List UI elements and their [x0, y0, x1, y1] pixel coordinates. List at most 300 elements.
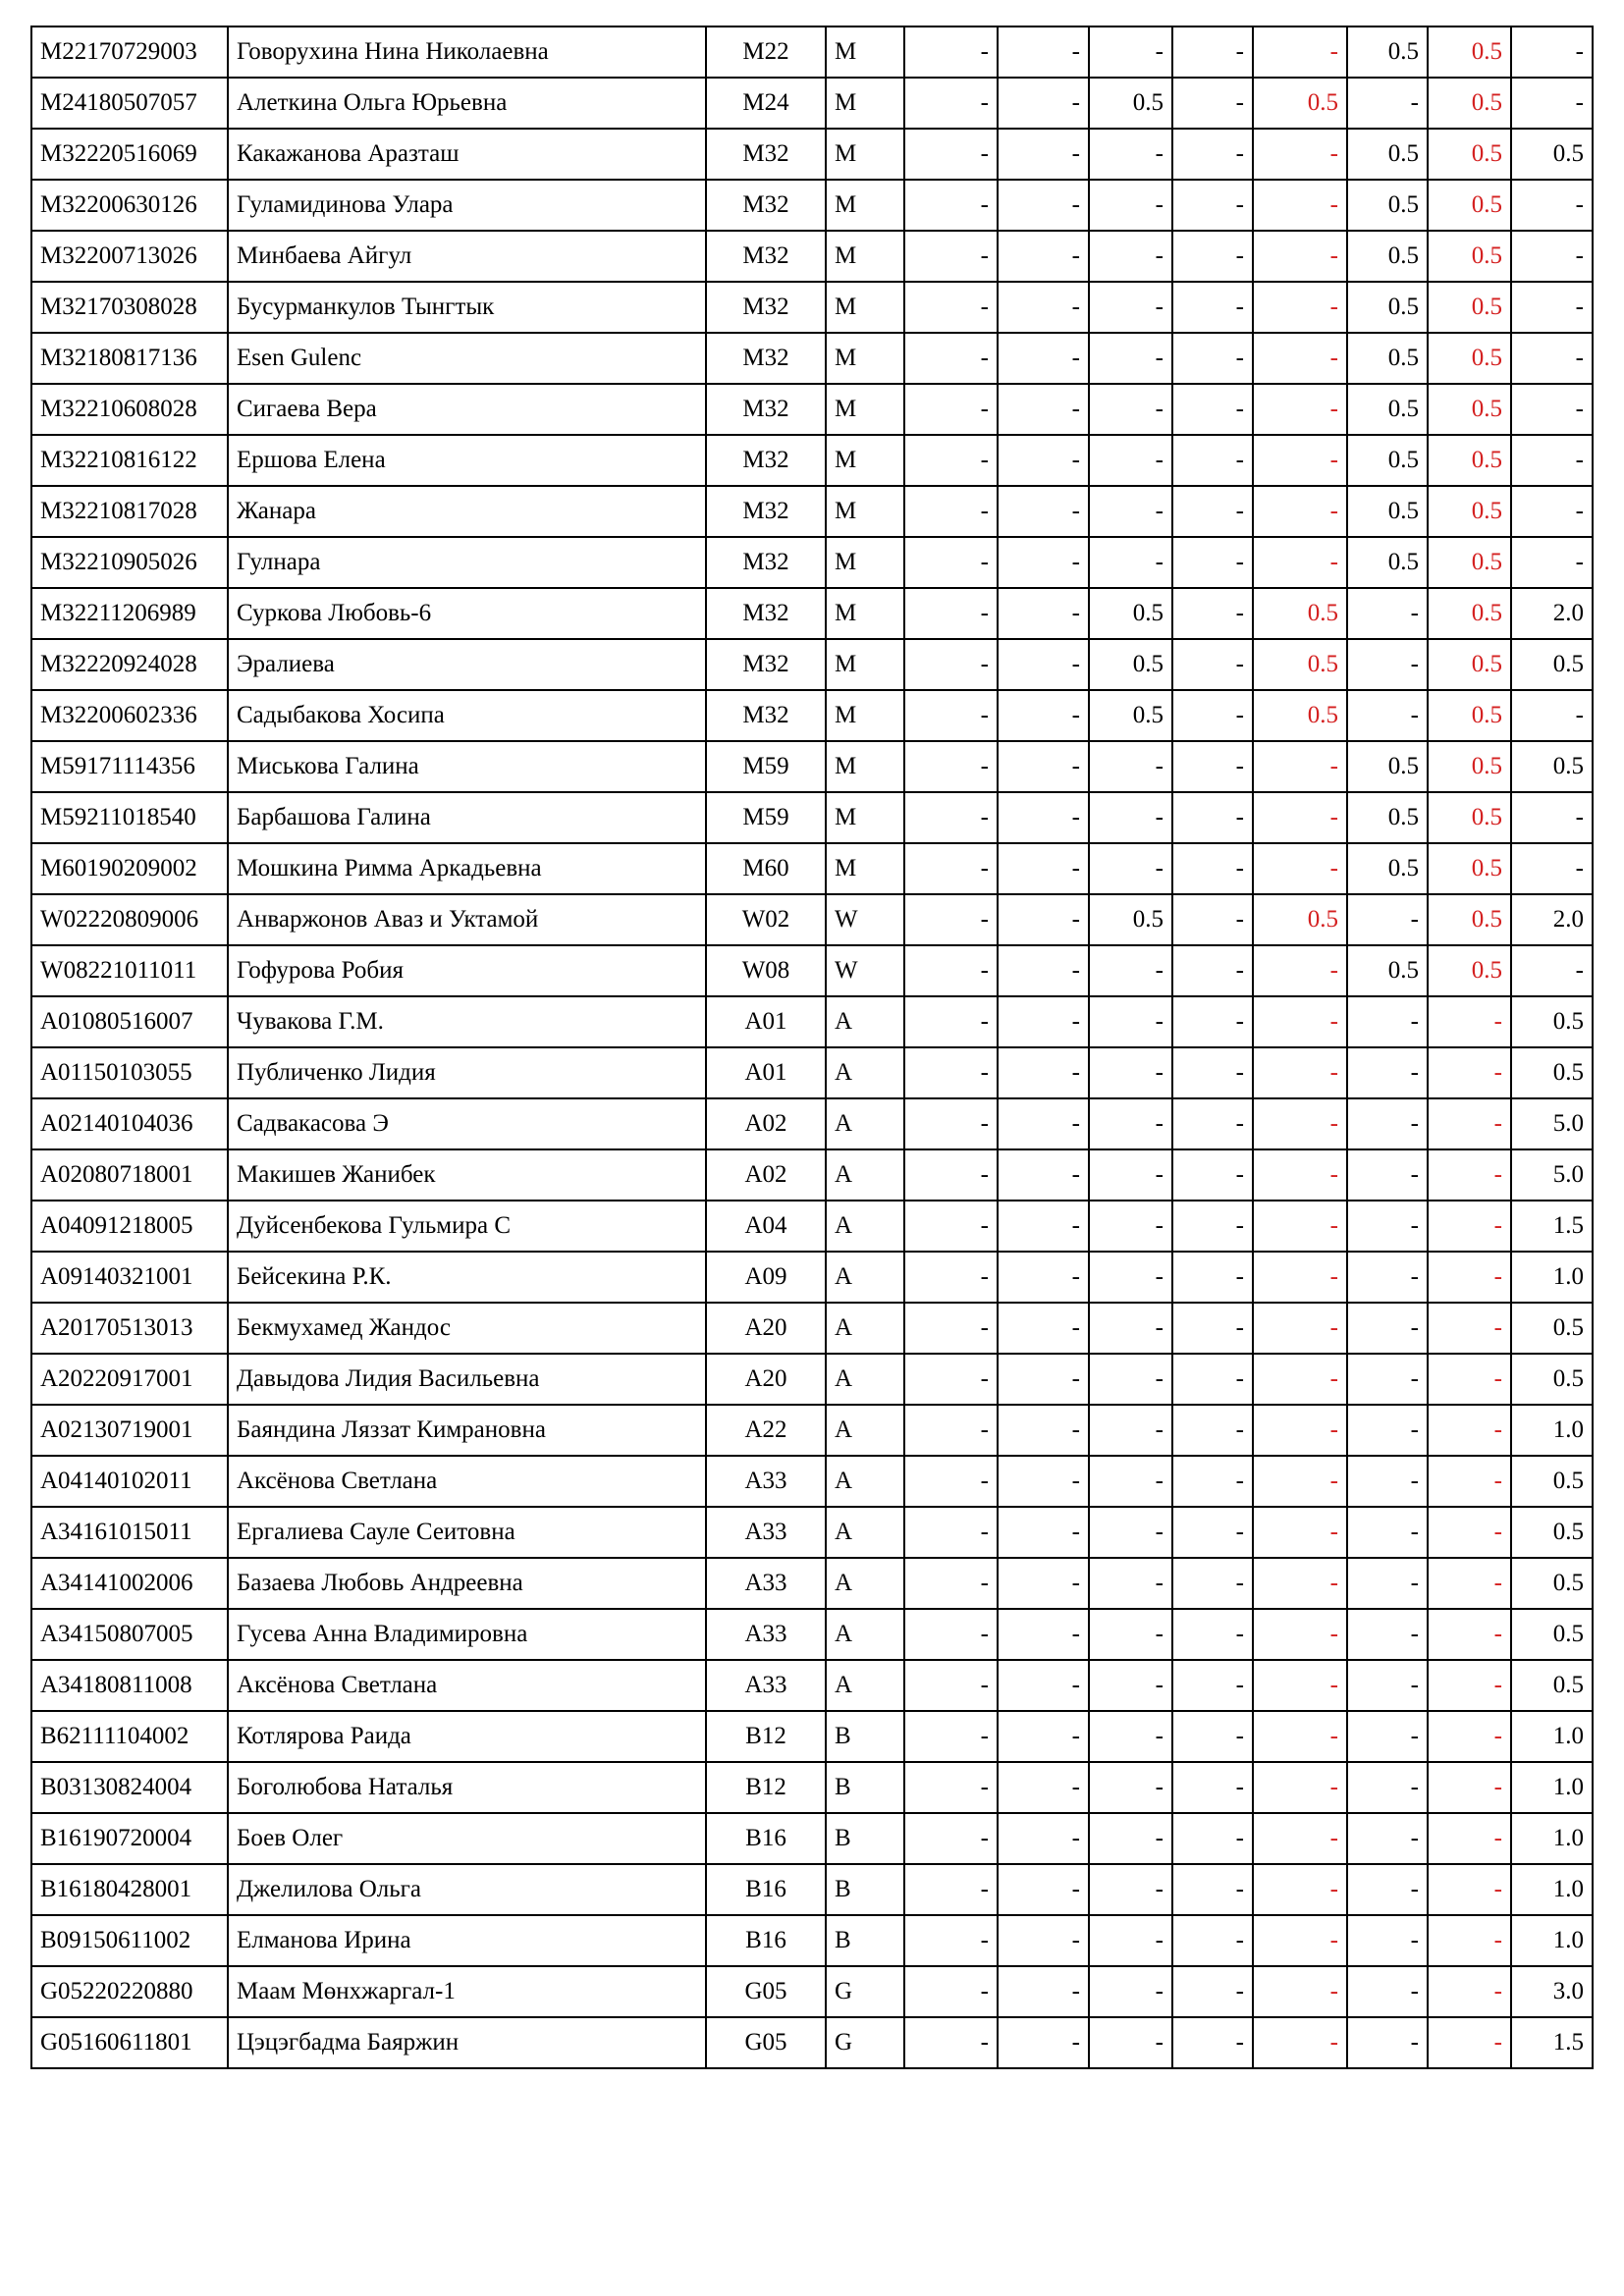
value-cell-8: 0.5 [1511, 1660, 1593, 1711]
group-letter-cell: W [826, 894, 904, 945]
value-cell-1: - [904, 1507, 998, 1558]
value-cell-2: - [998, 27, 1089, 78]
category-code-cell: B16 [706, 1915, 826, 1966]
record-id-cell: A02140104036 [31, 1098, 228, 1149]
value-cell-1: - [904, 78, 998, 129]
value-cell-4: - [1172, 435, 1253, 486]
value-cell-6: - [1347, 639, 1428, 690]
value-cell-4: - [1172, 1252, 1253, 1303]
value-cell-3: - [1089, 1711, 1172, 1762]
table-row [31, 537, 1593, 588]
value-cell-7: 0.5 [1428, 435, 1511, 486]
value-cell-8: 0.5 [1511, 1354, 1593, 1405]
value-cell-5: - [1253, 843, 1347, 894]
value-cell-6: - [1347, 1609, 1428, 1660]
participant-name-cell: Макишев Жанибек [228, 1149, 706, 1201]
value-cell-4: - [1172, 1762, 1253, 1813]
value-cell-2: - [998, 1047, 1089, 1098]
group-letter-cell: A [826, 1405, 904, 1456]
participant-name-cell: Чувакова Г.М. [228, 996, 706, 1047]
value-cell-7: 0.5 [1428, 27, 1511, 78]
value-cell-2: - [998, 486, 1089, 537]
table-row [31, 1966, 1593, 2017]
value-cell-2: - [998, 435, 1089, 486]
value-cell-8: 0.5 [1511, 1507, 1593, 1558]
category-code-cell: A33 [706, 1660, 826, 1711]
value-cell-7: - [1428, 996, 1511, 1047]
record-id-cell: A04140102011 [31, 1456, 228, 1507]
category-code-cell: M22 [706, 27, 826, 78]
value-cell-4: - [1172, 2017, 1253, 2068]
value-cell-5: - [1253, 1609, 1347, 1660]
value-cell-6: - [1347, 1915, 1428, 1966]
value-cell-2: - [998, 333, 1089, 384]
record-id-cell: A20220917001 [31, 1354, 228, 1405]
value-cell-7: - [1428, 1303, 1511, 1354]
participant-name-cell: Аксёнова Светлана [228, 1660, 706, 1711]
value-cell-8: - [1511, 435, 1593, 486]
value-cell-5: - [1253, 1966, 1347, 2017]
value-cell-5: - [1253, 1149, 1347, 1201]
group-letter-cell: A [826, 996, 904, 1047]
value-cell-3: - [1089, 1201, 1172, 1252]
group-letter-cell: M [826, 843, 904, 894]
group-letter-cell: B [826, 1762, 904, 1813]
value-cell-3: - [1089, 1813, 1172, 1864]
value-cell-1: - [904, 333, 998, 384]
value-cell-7: - [1428, 1609, 1511, 1660]
group-letter-cell: A [826, 1047, 904, 1098]
record-id-cell: M32200602336 [31, 690, 228, 741]
value-cell-1: - [904, 1813, 998, 1864]
value-cell-5: - [1253, 27, 1347, 78]
value-cell-5: 0.5 [1253, 588, 1347, 639]
value-cell-5: - [1253, 1098, 1347, 1149]
category-code-cell: M32 [706, 690, 826, 741]
category-code-cell: M32 [706, 129, 826, 180]
table-row [31, 1660, 1593, 1711]
value-cell-3: - [1089, 1149, 1172, 1201]
value-cell-1: - [904, 129, 998, 180]
value-cell-5: - [1253, 1711, 1347, 1762]
value-cell-5: 0.5 [1253, 78, 1347, 129]
value-cell-4: - [1172, 741, 1253, 792]
value-cell-8: 0.5 [1511, 1456, 1593, 1507]
value-cell-8: 0.5 [1511, 639, 1593, 690]
value-cell-2: - [998, 1915, 1089, 1966]
value-cell-2: - [998, 1507, 1089, 1558]
value-cell-3: - [1089, 2017, 1172, 2068]
value-cell-1: - [904, 639, 998, 690]
table-row [31, 1915, 1593, 1966]
group-letter-cell: M [826, 486, 904, 537]
table-row [31, 945, 1593, 996]
value-cell-4: - [1172, 1098, 1253, 1149]
value-cell-8: - [1511, 78, 1593, 129]
value-cell-6: - [1347, 690, 1428, 741]
record-id-cell: M59211018540 [31, 792, 228, 843]
participant-name-cell: Ергалиева Сауле Сеитовна [228, 1507, 706, 1558]
participant-name-cell: Ершова Елена [228, 435, 706, 486]
value-cell-2: - [998, 180, 1089, 231]
record-id-cell: A04091218005 [31, 1201, 228, 1252]
record-id-cell: M59171114356 [31, 741, 228, 792]
record-id-cell: M32210608028 [31, 384, 228, 435]
value-cell-4: - [1172, 1558, 1253, 1609]
record-id-cell: M32180817136 [31, 333, 228, 384]
value-cell-2: - [998, 282, 1089, 333]
category-code-cell: G05 [706, 2017, 826, 2068]
group-letter-cell: G [826, 2017, 904, 2068]
value-cell-1: - [904, 843, 998, 894]
group-letter-cell: M [826, 639, 904, 690]
participant-name-cell: Гуламидинова Улара [228, 180, 706, 231]
value-cell-6: 0.5 [1347, 27, 1428, 78]
table-row [31, 1609, 1593, 1660]
value-cell-4: - [1172, 1660, 1253, 1711]
value-cell-4: - [1172, 588, 1253, 639]
value-cell-7: - [1428, 1098, 1511, 1149]
table-row [31, 1098, 1593, 1149]
value-cell-4: - [1172, 894, 1253, 945]
participant-name-cell: Бусурманкулов Тынгтык [228, 282, 706, 333]
value-cell-8: 0.5 [1511, 741, 1593, 792]
value-cell-7: 0.5 [1428, 639, 1511, 690]
value-cell-8: 3.0 [1511, 1966, 1593, 2017]
value-cell-2: - [998, 1966, 1089, 2017]
category-code-cell: A20 [706, 1303, 826, 1354]
value-cell-1: - [904, 1456, 998, 1507]
table-row [31, 1047, 1593, 1098]
value-cell-6: 0.5 [1347, 843, 1428, 894]
value-cell-1: - [904, 690, 998, 741]
value-cell-3: - [1089, 1405, 1172, 1456]
record-id-cell: M32220516069 [31, 129, 228, 180]
record-id-cell: A34150807005 [31, 1609, 228, 1660]
value-cell-1: - [904, 1711, 998, 1762]
value-cell-6: - [1347, 1354, 1428, 1405]
value-cell-2: - [998, 2017, 1089, 2068]
value-cell-5: - [1253, 1864, 1347, 1915]
record-id-cell: M32210905026 [31, 537, 228, 588]
group-letter-cell: A [826, 1507, 904, 1558]
table-row [31, 1252, 1593, 1303]
value-cell-3: - [1089, 1762, 1172, 1813]
table-row [31, 1149, 1593, 1201]
group-letter-cell: W [826, 945, 904, 996]
value-cell-7: 0.5 [1428, 843, 1511, 894]
participant-name-cell: Какажанова Аразташ [228, 129, 706, 180]
value-cell-6: - [1347, 1098, 1428, 1149]
value-cell-3: - [1089, 1252, 1172, 1303]
value-cell-4: - [1172, 282, 1253, 333]
value-cell-5: - [1253, 1762, 1347, 1813]
value-cell-4: - [1172, 1915, 1253, 1966]
value-cell-2: - [998, 945, 1089, 996]
group-letter-cell: A [826, 1456, 904, 1507]
value-cell-5: 0.5 [1253, 894, 1347, 945]
value-cell-6: - [1347, 1149, 1428, 1201]
value-cell-3: - [1089, 1507, 1172, 1558]
participant-name-cell: Маам Мөнхжаргал-1 [228, 1966, 706, 2017]
table-row [31, 843, 1593, 894]
value-cell-6: - [1347, 1966, 1428, 2017]
participant-name-cell: Гофурова Робия [228, 945, 706, 996]
value-cell-7: - [1428, 1966, 1511, 2017]
value-cell-8: 1.0 [1511, 1915, 1593, 1966]
value-cell-6: - [1347, 78, 1428, 129]
value-cell-5: - [1253, 1047, 1347, 1098]
participant-name-cell: Елманова Ирина [228, 1915, 706, 1966]
value-cell-3: - [1089, 435, 1172, 486]
value-cell-8: - [1511, 537, 1593, 588]
group-letter-cell: B [826, 1864, 904, 1915]
value-cell-5: - [1253, 384, 1347, 435]
value-cell-8: 1.0 [1511, 1405, 1593, 1456]
value-cell-2: - [998, 996, 1089, 1047]
value-cell-1: - [904, 1303, 998, 1354]
value-cell-8: - [1511, 792, 1593, 843]
value-cell-3: 0.5 [1089, 690, 1172, 741]
category-code-cell: M32 [706, 639, 826, 690]
value-cell-4: - [1172, 1201, 1253, 1252]
value-cell-2: - [998, 1456, 1089, 1507]
value-cell-1: - [904, 945, 998, 996]
value-cell-4: - [1172, 1354, 1253, 1405]
participant-name-cell: Боголюбова Наталья [228, 1762, 706, 1813]
value-cell-8: 5.0 [1511, 1149, 1593, 1201]
value-cell-4: - [1172, 231, 1253, 282]
participant-name-cell: Публиченко Лидия [228, 1047, 706, 1098]
participant-name-cell: Гулнара [228, 537, 706, 588]
value-cell-4: - [1172, 1303, 1253, 1354]
value-cell-1: - [904, 1405, 998, 1456]
participant-name-cell: Джелилова Ольга [228, 1864, 706, 1915]
value-cell-3: - [1089, 996, 1172, 1047]
value-cell-2: - [998, 384, 1089, 435]
category-code-cell: M59 [706, 741, 826, 792]
value-cell-5: - [1253, 741, 1347, 792]
table-row [31, 2017, 1593, 2068]
record-id-cell: M22170729003 [31, 27, 228, 78]
group-letter-cell: M [826, 690, 904, 741]
category-code-cell: A02 [706, 1149, 826, 1201]
record-id-cell: M32200630126 [31, 180, 228, 231]
value-cell-8: - [1511, 690, 1593, 741]
value-cell-5: - [1253, 537, 1347, 588]
category-code-cell: A01 [706, 996, 826, 1047]
value-cell-8: - [1511, 27, 1593, 78]
value-cell-3: - [1089, 1609, 1172, 1660]
value-cell-4: - [1172, 996, 1253, 1047]
record-id-cell: M32220924028 [31, 639, 228, 690]
category-code-cell: A04 [706, 1201, 826, 1252]
group-letter-cell: M [826, 180, 904, 231]
value-cell-2: - [998, 1762, 1089, 1813]
group-letter-cell: A [826, 1252, 904, 1303]
value-cell-5: - [1253, 129, 1347, 180]
record-id-cell: M60190209002 [31, 843, 228, 894]
value-cell-4: - [1172, 1864, 1253, 1915]
value-cell-1: - [904, 384, 998, 435]
value-cell-1: - [904, 1660, 998, 1711]
value-cell-2: - [998, 843, 1089, 894]
value-cell-3: - [1089, 537, 1172, 588]
value-cell-3: - [1089, 1354, 1172, 1405]
value-cell-7: 0.5 [1428, 690, 1511, 741]
value-cell-1: - [904, 180, 998, 231]
value-cell-6: 0.5 [1347, 180, 1428, 231]
value-cell-5: - [1253, 486, 1347, 537]
value-cell-3: - [1089, 843, 1172, 894]
record-id-cell: A09140321001 [31, 1252, 228, 1303]
table-row [31, 1405, 1593, 1456]
table-row [31, 180, 1593, 231]
category-code-cell: M32 [706, 333, 826, 384]
value-cell-4: - [1172, 27, 1253, 78]
value-cell-1: - [904, 588, 998, 639]
value-cell-3: - [1089, 1558, 1172, 1609]
value-cell-8: 0.5 [1511, 1558, 1593, 1609]
value-cell-5: - [1253, 996, 1347, 1047]
table-row [31, 1864, 1593, 1915]
category-code-cell: A22 [706, 1405, 826, 1456]
value-cell-1: - [904, 1354, 998, 1405]
value-cell-6: - [1347, 588, 1428, 639]
table-row [31, 639, 1593, 690]
value-cell-7: - [1428, 1507, 1511, 1558]
value-cell-8: - [1511, 282, 1593, 333]
participant-name-cell: Барбашова Галина [228, 792, 706, 843]
participant-name-cell: Сигаева Вера [228, 384, 706, 435]
value-cell-8: 1.5 [1511, 2017, 1593, 2068]
category-code-cell: M59 [706, 792, 826, 843]
table-row [31, 129, 1593, 180]
value-cell-2: - [998, 1201, 1089, 1252]
group-letter-cell: A [826, 1609, 904, 1660]
value-cell-7: 0.5 [1428, 741, 1511, 792]
value-cell-3: - [1089, 1303, 1172, 1354]
value-cell-8: 2.0 [1511, 894, 1593, 945]
group-letter-cell: B [826, 1915, 904, 1966]
value-cell-4: - [1172, 945, 1253, 996]
table-row [31, 435, 1593, 486]
group-letter-cell: M [826, 588, 904, 639]
category-code-cell: A33 [706, 1507, 826, 1558]
value-cell-6: 0.5 [1347, 282, 1428, 333]
value-cell-2: - [998, 129, 1089, 180]
value-cell-4: - [1172, 1609, 1253, 1660]
category-code-cell: M60 [706, 843, 826, 894]
value-cell-5: - [1253, 231, 1347, 282]
category-code-cell: A09 [706, 1252, 826, 1303]
table-row [31, 1762, 1593, 1813]
value-cell-5: - [1253, 1813, 1347, 1864]
value-cell-5: - [1253, 1507, 1347, 1558]
participant-name-cell: Базаева Любовь Андреевна [228, 1558, 706, 1609]
record-id-cell: M32170308028 [31, 282, 228, 333]
value-cell-8: 0.5 [1511, 996, 1593, 1047]
value-cell-8: 1.0 [1511, 1711, 1593, 1762]
category-code-cell: M32 [706, 282, 826, 333]
value-cell-8: 2.0 [1511, 588, 1593, 639]
group-letter-cell: A [826, 1098, 904, 1149]
value-cell-5: - [1253, 1456, 1347, 1507]
value-cell-5: - [1253, 282, 1347, 333]
value-cell-6: 0.5 [1347, 741, 1428, 792]
category-code-cell: B12 [706, 1762, 826, 1813]
value-cell-7: 0.5 [1428, 588, 1511, 639]
record-id-cell: W02220809006 [31, 894, 228, 945]
participant-name-cell: Дуйсенбекова Гульмира С [228, 1201, 706, 1252]
value-cell-6: 0.5 [1347, 129, 1428, 180]
group-letter-cell: A [826, 1354, 904, 1405]
value-cell-4: - [1172, 1813, 1253, 1864]
table-row [31, 1711, 1593, 1762]
value-cell-7: - [1428, 1456, 1511, 1507]
value-cell-4: - [1172, 690, 1253, 741]
value-cell-7: - [1428, 1201, 1511, 1252]
table-row [31, 588, 1593, 639]
value-cell-6: - [1347, 1660, 1428, 1711]
value-cell-8: 1.0 [1511, 1813, 1593, 1864]
value-cell-3: 0.5 [1089, 639, 1172, 690]
value-cell-8: - [1511, 180, 1593, 231]
table-row [31, 486, 1593, 537]
value-cell-6: - [1347, 1507, 1428, 1558]
value-cell-6: - [1347, 1252, 1428, 1303]
group-letter-cell: A [826, 1201, 904, 1252]
participant-name-cell: Садыбакова Хосипа [228, 690, 706, 741]
value-cell-7: 0.5 [1428, 537, 1511, 588]
value-cell-1: - [904, 2017, 998, 2068]
participant-name-cell: Мошкина Римма Аркадьевна [228, 843, 706, 894]
category-code-cell: B16 [706, 1864, 826, 1915]
value-cell-5: - [1253, 1201, 1347, 1252]
group-letter-cell: M [826, 27, 904, 78]
value-cell-6: - [1347, 1762, 1428, 1813]
group-letter-cell: M [826, 78, 904, 129]
category-code-cell: A02 [706, 1098, 826, 1149]
record-id-cell: M32211206989 [31, 588, 228, 639]
participant-name-cell: Цэцэгбадма Баяржин [228, 2017, 706, 2068]
value-cell-7: 0.5 [1428, 180, 1511, 231]
value-cell-5: - [1253, 1660, 1347, 1711]
value-cell-6: - [1347, 1711, 1428, 1762]
value-cell-8: - [1511, 333, 1593, 384]
value-cell-7: - [1428, 1660, 1511, 1711]
value-cell-5: - [1253, 435, 1347, 486]
value-cell-3: - [1089, 1047, 1172, 1098]
value-cell-4: - [1172, 537, 1253, 588]
value-cell-3: - [1089, 1456, 1172, 1507]
value-cell-4: - [1172, 639, 1253, 690]
value-cell-1: - [904, 1864, 998, 1915]
value-cell-7: - [1428, 1354, 1511, 1405]
value-cell-1: - [904, 231, 998, 282]
value-cell-8: 1.0 [1511, 1864, 1593, 1915]
participant-name-cell: Садвакасова Э [228, 1098, 706, 1149]
value-cell-7: 0.5 [1428, 129, 1511, 180]
value-cell-3: - [1089, 231, 1172, 282]
value-cell-8: 0.5 [1511, 1303, 1593, 1354]
value-cell-3: - [1089, 792, 1172, 843]
value-cell-3: - [1089, 129, 1172, 180]
group-letter-cell: B [826, 1711, 904, 1762]
category-code-cell: M32 [706, 180, 826, 231]
value-cell-7: - [1428, 1558, 1511, 1609]
group-letter-cell: A [826, 1558, 904, 1609]
